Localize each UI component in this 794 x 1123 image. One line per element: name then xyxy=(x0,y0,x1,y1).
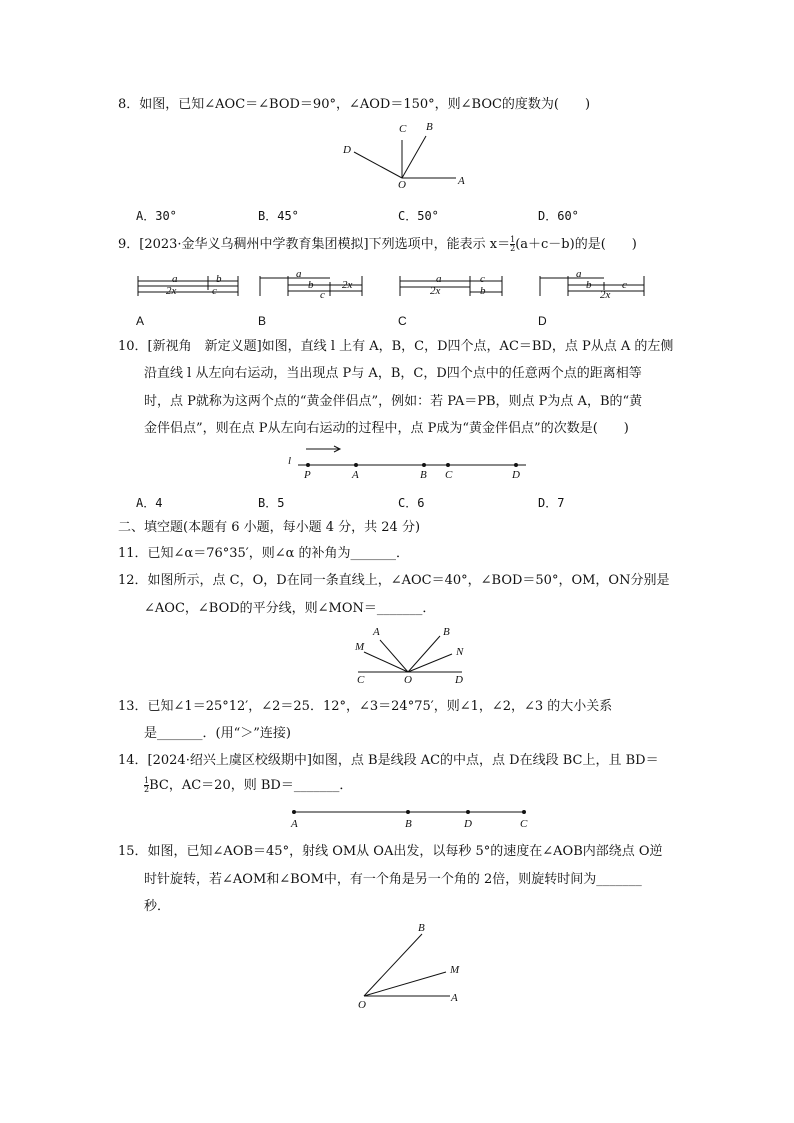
q10-option-b: B．5 xyxy=(258,496,285,510)
q15-line-1: 15．如图，已知∠AOB＝45°，射线 OM从 OA出发，以每秒 5°的速度在∠AOB内部绕点 O逆 xyxy=(118,844,663,859)
q9-c-label-b: b xyxy=(480,285,486,297)
q10-figure xyxy=(294,442,534,478)
q10-line-3: 时，点 P就称为这两个点的“黄金伴侣点”，例如：若 PA＝PB，则点 P为点 A，B的“黄 xyxy=(144,394,643,409)
q10-label-A: A xyxy=(352,469,359,481)
q9-option-c: C xyxy=(398,314,407,328)
q10-line-1: 10．[新视角 新定义题]如图，直线 l 上有 A，B，C，D四个点，AC＝BD，点 P从点 A 的左侧 xyxy=(118,339,674,354)
q12-label-D: D xyxy=(455,674,463,686)
q8-option-c: C．50° xyxy=(398,209,439,223)
q15-label-O: O xyxy=(358,999,366,1011)
q12-label-B: B xyxy=(443,626,450,638)
q9-d-label-2x: 2x xyxy=(600,289,611,301)
q14-label-C: C xyxy=(520,818,528,830)
q13-line-1: 13．已知∠1＝25°12′，∠2＝25．12°，∠3＝24°75′，则∠1，∠2，∠3 的大小关系 xyxy=(118,699,613,714)
q14-line-1: 14．[2024·绍兴上虞区校级期中]如图，点 B是线段 AC的中点，点 D在线段 BC上，且 BD＝ xyxy=(118,753,659,768)
q9-b-label-a: a xyxy=(296,268,302,280)
q9-d-label-c: c xyxy=(622,279,627,291)
q14-label-D: D xyxy=(464,818,472,830)
q10-option-a: A．4 xyxy=(136,496,163,510)
q9-a-label-a: a xyxy=(172,273,178,285)
q9-option-d: D xyxy=(538,314,547,328)
q9-figure-c xyxy=(398,272,508,300)
q15-label-M: M xyxy=(450,964,460,976)
q9-text-prefix: 9．[2023·金华义乌稠州中学教育集团模拟]下列选项中，能表示 x＝ xyxy=(118,237,511,252)
q9-b-label-c: c xyxy=(320,289,325,301)
q12-label-C: C xyxy=(357,674,365,686)
q8-label-D: D xyxy=(343,144,351,156)
q10-label-P: P xyxy=(304,469,311,481)
q12-line-1: 12．如图所示，点 C，O，D在同一条直线上，∠AOC＝40°，∠BOD＝50°，OM，ON分别是 xyxy=(118,573,670,588)
q12-label-N: N xyxy=(456,646,464,658)
q15-label-B: B xyxy=(418,922,425,934)
q10-line-2: 沿直线 l 从左向右运动，当出现点 P与 A，B，C，D四个点中的任意两个点的距离相等 xyxy=(144,366,642,381)
q15-line-3: 秒． xyxy=(144,899,171,914)
q8-text: 8．如图，已知∠AOC＝∠BOD＝90°，∠AOD＝150°，则∠BOC的度数为( ) xyxy=(118,97,591,112)
q10-option-c: C．6 xyxy=(398,496,425,510)
q9-a-label-2x: 2x xyxy=(166,285,177,297)
q9-d-label-b: b xyxy=(586,279,592,291)
q9-a-label-b: b xyxy=(216,273,222,285)
q9-text-suffix: (a＋c－b)的是( ) xyxy=(515,237,637,252)
q14-label-A: A xyxy=(291,818,298,830)
q15-line-2: 时针旋转，若∠AOM和∠BOM中，有一个角是另一个角的 2倍，则旋转时间为_______ xyxy=(144,872,642,887)
q8-label-A: A xyxy=(458,175,465,187)
q9-b-label-2x: 2x xyxy=(342,279,353,291)
q14-line-2-suffix: BC，AC＝20，则 BD＝_______． xyxy=(149,778,353,793)
q9-c-label-2x: 2x xyxy=(430,285,441,297)
q9-fraction: $\frac{1}{2}$ xyxy=(510,235,516,253)
q10-option-d: D．7 xyxy=(538,496,565,510)
q14-fraction: $\frac{1}{2}$ xyxy=(144,776,150,794)
q12-label-A: A xyxy=(373,626,380,638)
q9-a-label-c: c xyxy=(212,285,217,297)
q9-b-label-b: b xyxy=(308,279,314,291)
q13-line-2: 是_______．(用“＞”连接) xyxy=(144,726,291,741)
q9-d-label-a: a xyxy=(576,268,582,280)
q10-label-l: l xyxy=(288,455,292,467)
q9-c-label-c: c xyxy=(480,273,485,285)
q9-text xyxy=(118,236,637,254)
q8-option-a: A．30° xyxy=(136,209,177,223)
q9-option-a: A xyxy=(136,314,145,328)
q15-label-A: A xyxy=(451,992,458,1004)
q10-label-D: D xyxy=(512,469,520,481)
q8-option-b: B．45° xyxy=(258,209,299,223)
q11-text: 11．已知∠α＝76°35′，则∠α 的补角为_______． xyxy=(118,546,410,561)
q8-label-O: O xyxy=(398,179,406,191)
q10-line-4: 金伴侣点”，则在点 P从左向右运动的过程中，点 P成为“黄金伴侣点”的次数是( ) xyxy=(144,421,629,436)
q8-label-B: B xyxy=(426,121,433,133)
q8-option-d: D．60° xyxy=(538,209,579,223)
q10-label-C: C xyxy=(445,469,453,481)
q9-figure-d xyxy=(538,270,648,298)
q10-label-B: B xyxy=(420,469,427,481)
q9-option-b: B xyxy=(258,314,267,328)
q12-line-2: ∠AOC，∠BOD的平分线，则∠MON＝_______． xyxy=(144,601,436,616)
q12-label-O: O xyxy=(404,674,412,686)
q12-label-M: M xyxy=(355,641,365,653)
q8-label-C: C xyxy=(399,123,407,135)
q14-line-2 xyxy=(144,777,352,795)
q14-label-B: B xyxy=(405,818,412,830)
section-2-heading: 二、填空题(本题有 6 小题，每小题 4 分，共 24 分) xyxy=(118,520,421,535)
q9-figure-a xyxy=(136,272,246,300)
q9-c-label-a: a xyxy=(436,273,442,285)
